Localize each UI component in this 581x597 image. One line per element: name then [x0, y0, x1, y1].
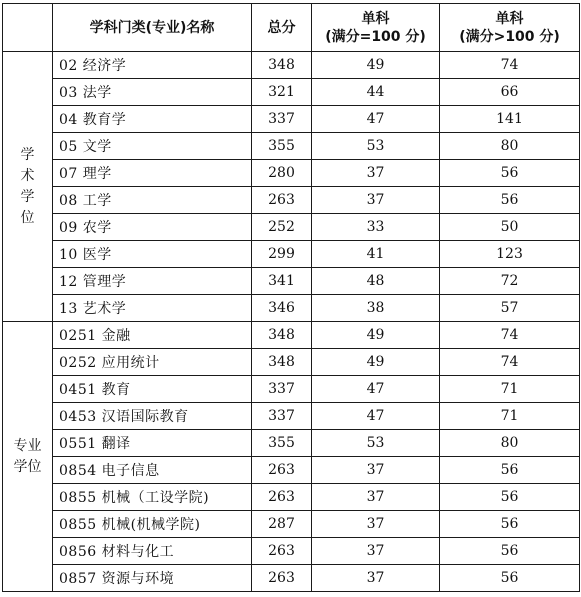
total-score-cell: 355	[252, 430, 312, 457]
single-100-cell: 53	[312, 430, 440, 457]
single-100-cell: 49	[312, 349, 440, 376]
subject-cell: 0453 汉语国际教育	[53, 403, 252, 430]
total-score-cell: 252	[252, 214, 312, 241]
total-score-cell: 337	[252, 403, 312, 430]
degree-type-label: 学术学位	[20, 146, 35, 226]
header-subject-label: 学科门类(专业)名称	[89, 19, 215, 36]
total-score-cell: 348	[252, 349, 312, 376]
header-single-gt100-line-1: 单科	[495, 10, 524, 27]
table-row	[3, 214, 580, 241]
single-100-cell: 38	[312, 295, 440, 322]
header-subject	[53, 4, 252, 52]
table-row	[3, 241, 580, 268]
header-single-gt100-line-2: (满分>100 分)	[459, 28, 560, 45]
total-score-cell: 355	[252, 133, 312, 160]
total-score-cell: 299	[252, 241, 312, 268]
table-row	[3, 511, 580, 538]
single-100-cell: 37	[312, 484, 440, 511]
single-100-cell: 37	[312, 538, 440, 565]
single-100-cell: 47	[312, 376, 440, 403]
single-gt100-cell: 56	[440, 187, 580, 214]
total-score-cell: 263	[252, 538, 312, 565]
subject-cell: 12 管理学	[53, 268, 252, 295]
subject-cell: 0252 应用统计	[53, 349, 252, 376]
header-total-label: 总分	[267, 19, 296, 36]
subject-cell: 07 理学	[53, 160, 252, 187]
single-gt100-cell: 71	[440, 376, 580, 403]
table-header	[3, 4, 580, 52]
single-gt100-cell: 56	[440, 484, 580, 511]
single-gt100-cell: 66	[440, 79, 580, 106]
single-100-cell: 47	[312, 403, 440, 430]
single-gt100-cell: 80	[440, 133, 580, 160]
header-group	[3, 4, 53, 52]
table-row	[3, 160, 580, 187]
total-score-cell: 348	[252, 52, 312, 79]
subject-cell: 08 工学	[53, 187, 252, 214]
subject-cell: 05 文学	[53, 133, 252, 160]
header-single-100-line-1: 单科	[361, 10, 390, 27]
single-gt100-cell: 123	[440, 241, 580, 268]
table-row	[3, 538, 580, 565]
subject-cell: 0451 教育	[53, 376, 252, 403]
single-gt100-cell: 71	[440, 403, 580, 430]
subject-cell: 04 教育学	[53, 106, 252, 133]
single-gt100-cell: 141	[440, 106, 580, 133]
table-row	[3, 430, 580, 457]
header-row	[3, 4, 580, 52]
subject-cell: 03 法学	[53, 79, 252, 106]
single-100-cell: 44	[312, 79, 440, 106]
subject-cell: 0857 资源与环境	[53, 565, 252, 592]
total-score-cell: 348	[252, 322, 312, 349]
single-100-cell: 53	[312, 133, 440, 160]
single-100-cell: 37	[312, 160, 440, 187]
table-row	[3, 403, 580, 430]
total-score-cell: 346	[252, 295, 312, 322]
subject-cell: 02 经济学	[53, 52, 252, 79]
subject-cell: 0251 金融	[53, 322, 252, 349]
table-row	[3, 565, 580, 592]
degree-type-label: 专业学位	[13, 437, 42, 475]
table-row	[3, 484, 580, 511]
single-gt100-cell: 56	[440, 511, 580, 538]
subject-cell: 0551 翻译	[53, 430, 252, 457]
single-100-cell: 48	[312, 268, 440, 295]
subject-cell: 09 农学	[53, 214, 252, 241]
table-row	[3, 106, 580, 133]
header-total	[252, 4, 312, 52]
total-score-cell: 321	[252, 79, 312, 106]
header-single-100	[312, 4, 440, 52]
single-gt100-cell: 57	[440, 295, 580, 322]
single-100-cell: 37	[312, 457, 440, 484]
single-gt100-cell: 74	[440, 52, 580, 79]
single-gt100-cell: 56	[440, 457, 580, 484]
single-100-cell: 37	[312, 511, 440, 538]
header-single-100-line-2: (满分=100 分)	[325, 28, 426, 45]
single-100-cell: 37	[312, 565, 440, 592]
single-100-cell: 49	[312, 322, 440, 349]
single-100-cell: 33	[312, 214, 440, 241]
single-gt100-cell: 74	[440, 322, 580, 349]
single-gt100-cell: 50	[440, 214, 580, 241]
total-score-cell: 280	[252, 160, 312, 187]
single-gt100-cell: 56	[440, 160, 580, 187]
total-score-cell: 263	[252, 565, 312, 592]
single-gt100-cell: 80	[440, 430, 580, 457]
total-score-cell: 341	[252, 268, 312, 295]
header-single-gt100	[440, 4, 580, 52]
table-row	[3, 376, 580, 403]
total-score-cell: 337	[252, 376, 312, 403]
subject-cell: 10 医学	[53, 241, 252, 268]
single-gt100-cell: 56	[440, 565, 580, 592]
subject-cell: 0856 材料与化工	[53, 538, 252, 565]
table-row	[3, 457, 580, 484]
subject-cell: 0855 机械(机械学院)	[53, 511, 252, 538]
table-row	[3, 79, 580, 106]
single-gt100-cell: 74	[440, 349, 580, 376]
single-100-cell: 41	[312, 241, 440, 268]
single-100-cell: 49	[312, 52, 440, 79]
table-row	[3, 295, 580, 322]
total-score-cell: 287	[252, 511, 312, 538]
degree-type-cell	[3, 322, 53, 592]
single-100-cell: 47	[312, 106, 440, 133]
total-score-cell: 337	[252, 106, 312, 133]
table-row	[3, 52, 580, 79]
total-score-cell: 263	[252, 457, 312, 484]
table-row	[3, 133, 580, 160]
table-row	[3, 187, 580, 214]
table-row	[3, 349, 580, 376]
degree-type-cell	[3, 52, 53, 322]
total-score-cell: 263	[252, 187, 312, 214]
total-score-cell: 263	[252, 484, 312, 511]
table-row	[3, 268, 580, 295]
table-body	[3, 52, 580, 592]
table-row	[3, 322, 580, 349]
single-100-cell: 37	[312, 187, 440, 214]
single-gt100-cell: 72	[440, 268, 580, 295]
subject-cell: 13 艺术学	[53, 295, 252, 322]
subject-cell: 0855 机械（工设学院)	[53, 484, 252, 511]
score-table	[2, 3, 580, 592]
subject-cell: 0854 电子信息	[53, 457, 252, 484]
single-gt100-cell: 56	[440, 538, 580, 565]
